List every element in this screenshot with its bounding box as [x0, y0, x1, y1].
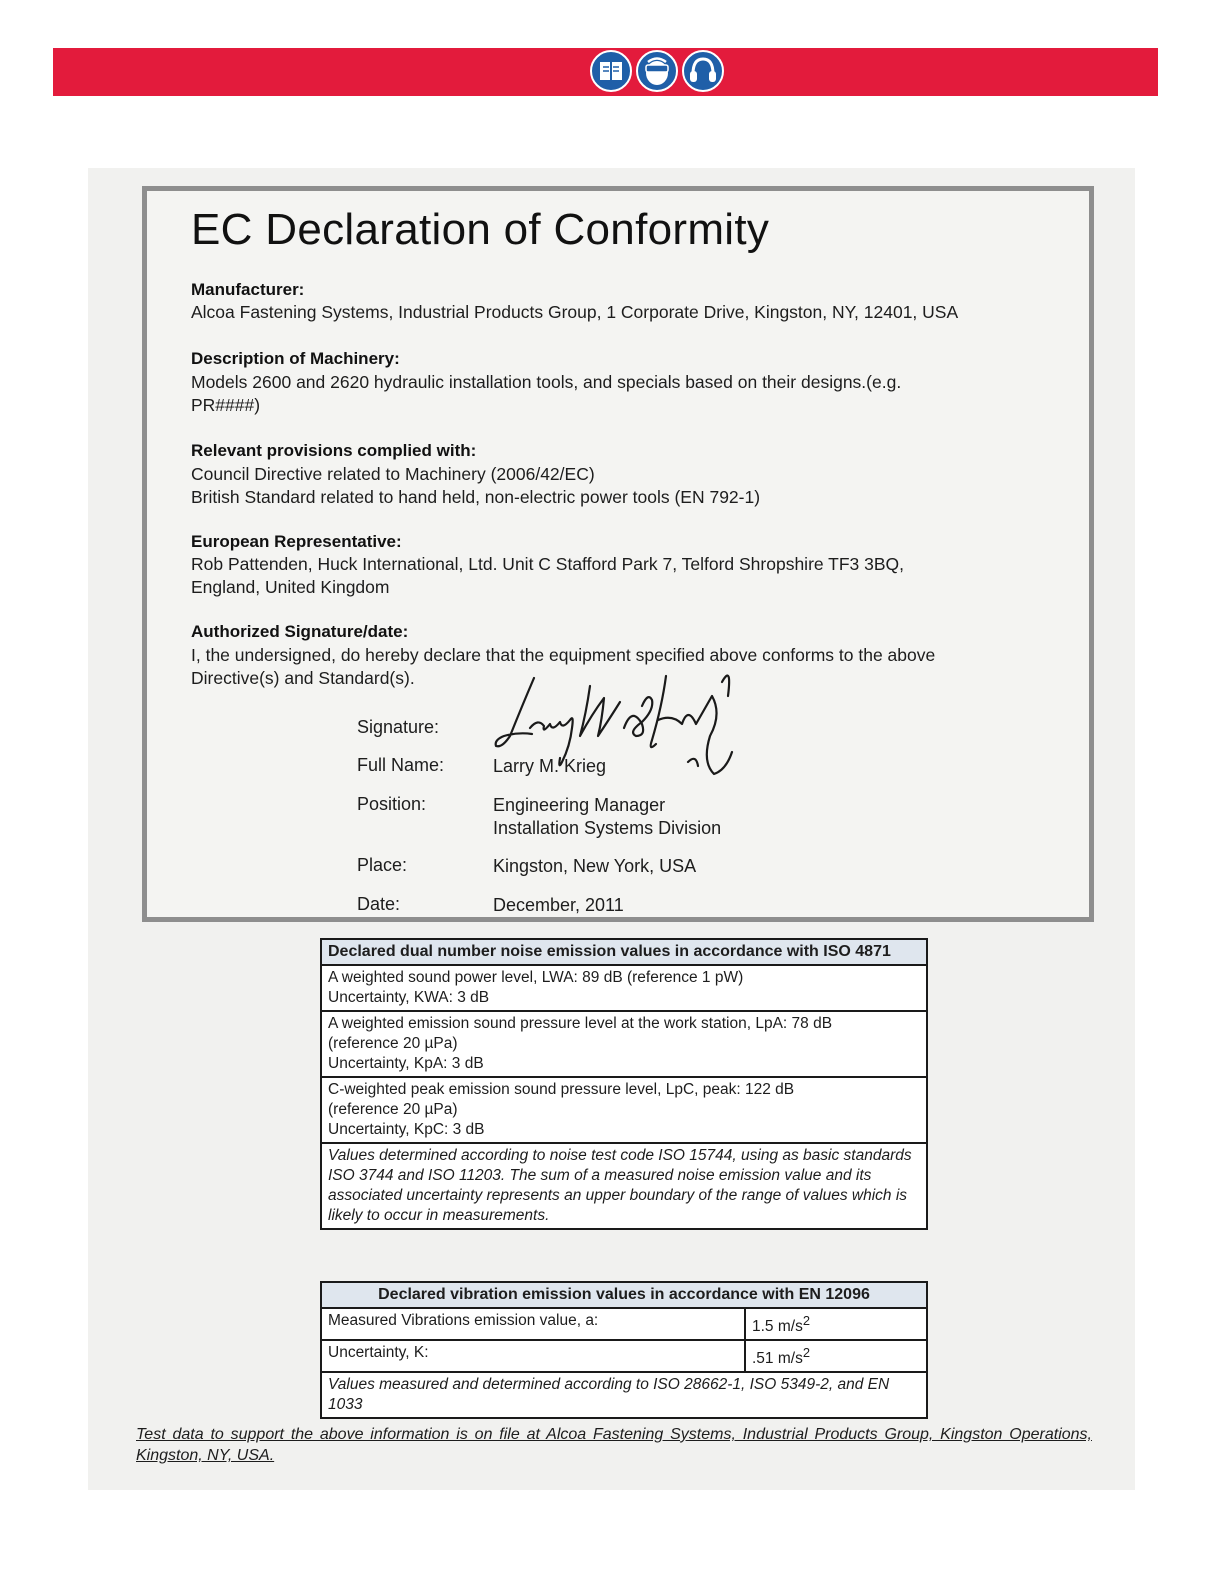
machinery-line-2: PR####) [191, 395, 261, 415]
table-row [321, 1308, 927, 1340]
provisions-heading: Relevant provisions complied with: [191, 441, 477, 460]
provisions-line-1: Council Directive related to Machinery (2006/42/EC) [191, 464, 595, 484]
date-label: Date: [357, 894, 401, 914]
header-bar [53, 48, 1158, 96]
table-row [321, 1077, 927, 1143]
vibration-row-label: Measured Vibrations emission value, a: [321, 1308, 745, 1340]
place-value: Kingston, New York, USA [493, 856, 697, 876]
table-row [321, 1340, 927, 1372]
document-title: EC Declaration of Conformity [191, 205, 770, 254]
face-protection-icon [636, 50, 678, 92]
machinery-line-1: Models 2600 and 2620 hydraulic installation tools, and specials based on their designs.(e.g. [191, 372, 902, 392]
noise-cell-line: Uncertainty, KpA: 3 dB [328, 1055, 484, 1072]
date-value: December, 2011 [493, 895, 624, 915]
vibration-row-label: Uncertainty, K: [321, 1340, 745, 1372]
noise-table-header: Declared dual number noise emission values in accordance with ISO 4871 [321, 939, 927, 965]
noise-cell-line: (reference 20 µPa) [328, 1101, 458, 1118]
manufacturer-heading: Manufacturer: [191, 280, 305, 299]
representative-line-1: Rob Pattenden, Huck International, Ltd. Unit C Stafford Park 7, Telford Shropshire TF3 3BQ, [191, 554, 905, 574]
full-name-value: Larry M. Krieg [493, 756, 607, 776]
declaration-box [142, 186, 1094, 922]
noise-cell-line: C-weighted peak emission sound pressure level, LpC, peak: 122 dB [328, 1081, 795, 1098]
noise-table-note: Values determined according to noise test code ISO 15744, using as basic standards ISO 3744 and ISO 11203. The sum of a measured noise emission value and its associated uncertainty represents an upper boundary of the range of values which is likely to occur in measurements. [321, 1143, 927, 1229]
noise-cell-line: (reference 20 µPa) [328, 1035, 458, 1052]
scanned-certificate [88, 168, 1135, 1490]
manufacturer-text: Alcoa Fastening Systems, Industrial Products Group, 1 Corporate Drive, Kingston, NY, 12401, USA [191, 302, 959, 322]
vibration-row-value: .51 $m/s^2$ [745, 1340, 927, 1372]
noise-emission-table [320, 938, 928, 1230]
place-label: Place: [357, 855, 408, 875]
representative-heading: European Representative: [191, 532, 402, 551]
provisions-line-2: British Standard related to hand held, non-electric power tools (EN 792-1) [191, 487, 761, 507]
machinery-heading: Description of Machinery: [191, 349, 400, 368]
table-row [321, 965, 927, 1011]
ear-protection-icon [682, 50, 724, 92]
position-line-2: Installation Systems Division [493, 818, 722, 838]
read-manual-icon [590, 50, 632, 92]
noise-cell-line: A weighted emission sound pressure level at the work station, LpA: 78 dB [328, 1015, 833, 1032]
representative-line-2: England, United Kingdom [191, 577, 390, 597]
vibration-row-value: 1.5 $m/s^2$ [745, 1308, 927, 1340]
authorized-line-2: Directive(s) and Standard(s). [191, 668, 415, 688]
authorized-heading: Authorized Signature/date: [191, 622, 409, 641]
authorized-line-1: I, the undersigned, do hereby declare that the equipment specified above conforms to the above [191, 645, 936, 665]
noise-cell-line: A weighted sound power level, LWA: 89 dB (reference 1 pW) [328, 969, 744, 986]
noise-cell-line: Uncertainty, KWA: 3 dB [328, 989, 490, 1006]
vibration-table-header: Declared vibration emission values in accordance with EN 12096 [321, 1282, 927, 1308]
footer-note: Test data to support the above information is on file at Alcoa Fastening Systems, Industrial Products Group, Kingston Operations, Kingston, NY, USA. [136, 1426, 1092, 1464]
noise-cell-line: Uncertainty, KpC: 3 dB [328, 1121, 485, 1138]
table-row [321, 1011, 927, 1077]
full-name-label: Full Name: [357, 755, 445, 775]
handwritten-signature [492, 666, 777, 791]
position-label: Position: [357, 794, 427, 814]
vibration-emission-table [320, 1281, 928, 1419]
vibration-table-note: Values measured and determined according to ISO 28662-1, ISO 5349-2, and EN 1033 [321, 1372, 927, 1418]
position-line-1: Engineering Manager [493, 795, 666, 815]
signature-label: Signature: [357, 717, 440, 737]
